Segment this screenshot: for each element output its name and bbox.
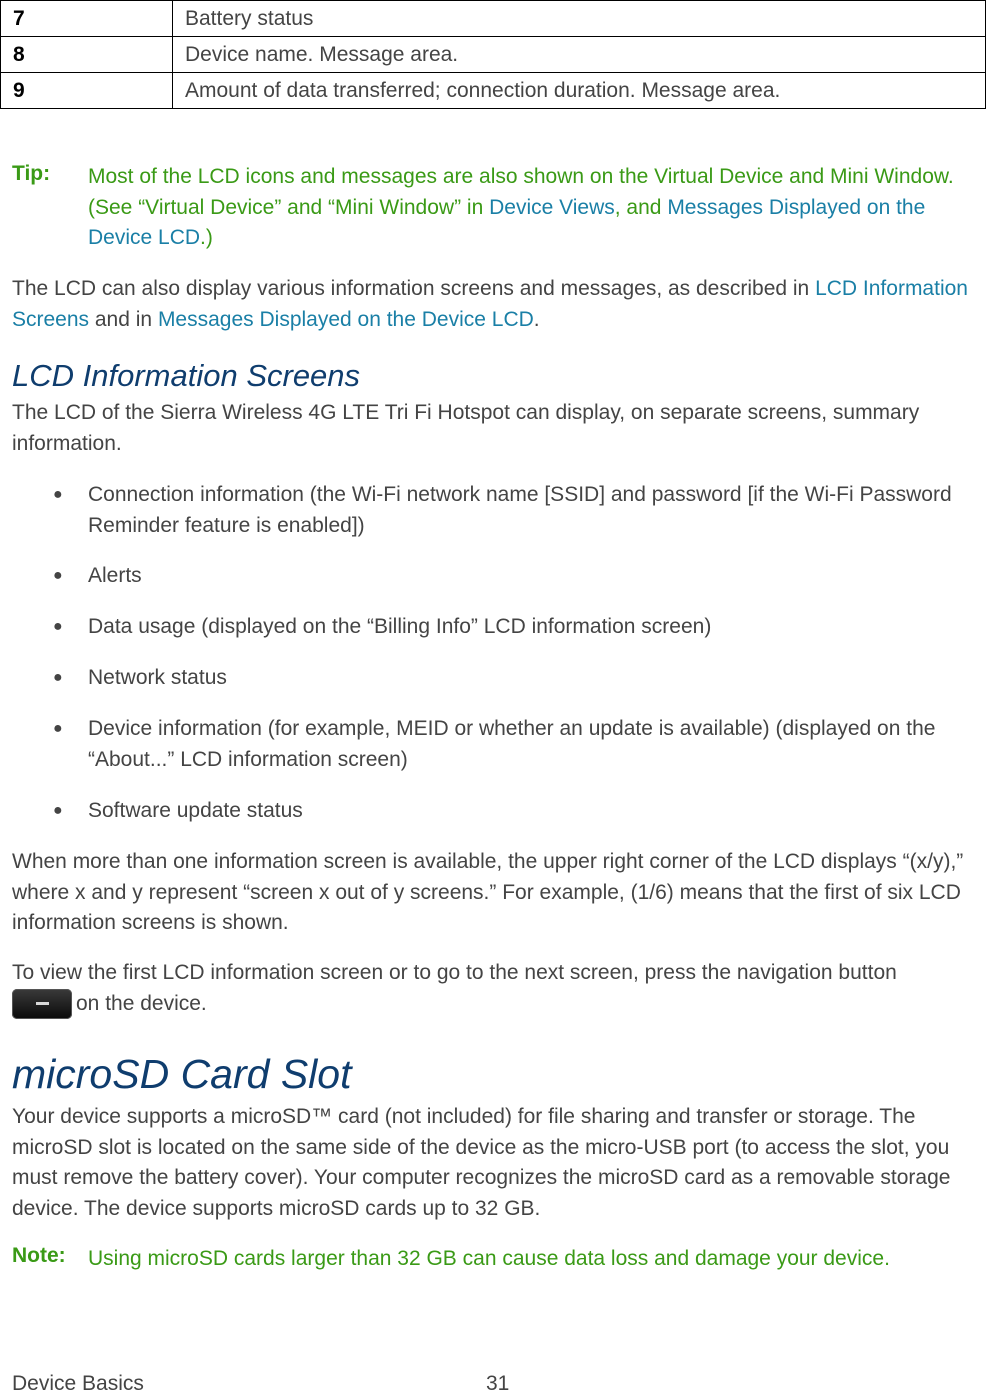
row-number: 9: [1, 73, 173, 109]
paragraph-text: The LCD can also display various information screens and messages, as described in: [12, 277, 816, 300]
microsd-paragraph: Your device supports a microSD™ card (not included) for file sharing and transfer or storage. The microSD slot is located on the same side of the device as the micro-USB port (to access the slot, you must remove the battery cover). Your computer recognizes the microSD card as a removable storage device. The device supports microSD cards up to 32 GB.: [12, 1105, 951, 1220]
tip-text-part: .): [200, 226, 213, 249]
table-row: [1, 37, 986, 73]
list-item: Device information (for example, MEID or whether an update is available) (displayed on the “About...” LCD information screen): [88, 717, 936, 771]
bullet-icon: ●: [53, 669, 63, 686]
tip-text: [88, 162, 968, 254]
lcd-icon-table: [0, 0, 986, 109]
note-text: Using microSD cards larger than 32 GB can cause data loss and damage your device.: [88, 1247, 890, 1270]
nav-paragraph: [12, 958, 987, 1019]
bullet-icon: ●: [53, 567, 63, 584]
page-number: 31: [486, 1372, 510, 1395]
paragraph-text: .: [533, 307, 540, 331]
paragraph-text: To view the first LCD information screen or to go to the next screen, press the navigation button: [12, 961, 897, 984]
list-item: Connection information (the Wi-Fi network name [SSID] and password [if the Wi-Fi Password Reminder feature is enabled]): [88, 483, 952, 537]
row-description: Device name. Message area.: [173, 37, 986, 73]
list-item: Software update status: [88, 799, 303, 822]
section-heading-lcd: LCD Information Screens: [12, 358, 361, 393]
tip-text-part: , and: [614, 195, 668, 219]
lcd-info-screens-link[interactable]: LCD Information Screens: [12, 277, 968, 331]
paragraph-text: and in: [89, 307, 158, 331]
list-item: Data usage (displayed on the “Billing Info” LCD information screen): [88, 615, 712, 638]
footer-section: Device Basics: [12, 1372, 144, 1395]
lcd-intro-paragraph: The LCD of the Sierra Wireless 4G LTE Tri Fi Hotspot can display, on separate screens, summary information.: [12, 401, 920, 455]
bullet-icon: ●: [53, 618, 63, 635]
messages-lcd-link[interactable]: Messages Displayed on the Device LCD: [157, 307, 534, 331]
table-row: [1, 73, 986, 109]
bullet-icon: ●: [53, 486, 63, 503]
bullet-icon: ●: [53, 802, 63, 819]
table-row: [1, 1, 986, 37]
list-item: Alerts: [88, 564, 142, 587]
screens-paragraph: When more than one information screen is available, the upper right corner of the LCD displays “(x/y),” where x and y represent “screen x out of y screens.” For example, (1/6) means that the first of six LCD information screens is shown.: [12, 850, 964, 934]
list-item: Network status: [88, 666, 227, 689]
lcd-display-paragraph: [12, 274, 987, 335]
tip-text-part: Most of the LCD icons and messages are also shown on the Virtual Device and Mini Window. (See “Virtual Device” and “Mini Window” in: [88, 165, 954, 219]
navigation-button-icon: [12, 989, 72, 1019]
row-number: 7: [1, 1, 173, 37]
row-number: 8: [1, 37, 173, 73]
tip-label: Tip:: [12, 162, 51, 185]
paragraph-text: on the device.: [76, 991, 207, 1015]
messages-lcd-link[interactable]: Messages Displayed on the Device LCD: [88, 195, 926, 249]
section-heading-microsd: microSD Card Slot: [12, 1051, 352, 1097]
device-views-link[interactable]: Device Views: [489, 195, 615, 219]
row-description: Battery status: [173, 1, 986, 37]
bullet-icon: ●: [53, 720, 63, 737]
note-label: Note:: [12, 1244, 66, 1267]
row-description: Amount of data transferred; connection duration. Message area.: [173, 73, 986, 109]
